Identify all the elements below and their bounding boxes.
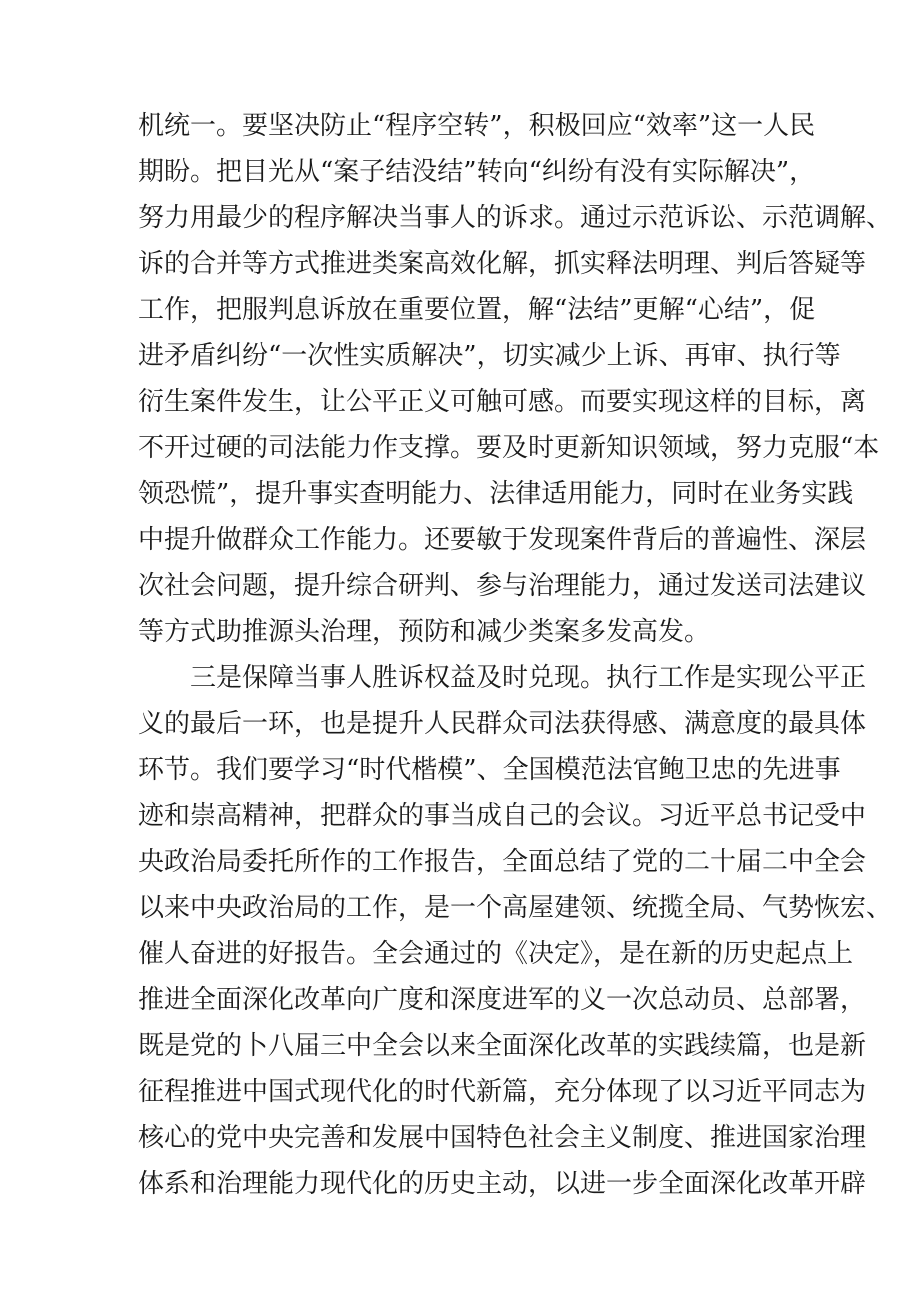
text-line: 不开过硬的司法能力作支撑。要及时更新知识领域，努力克服“本 [138,433,880,463]
text-line: 次社会问题，提升综合研判、参与治理能力，通过发送司法建议 [138,571,867,601]
paragraph-1 [138,103,893,655]
text-line: 环节。我们要学习“时代楷模”、全国模范法官鲍卫忠的先进事 [138,755,841,785]
text-line: 努力用最少的程序解决当事人的诉求。通过示范诉讼、示范调解、 [138,203,893,233]
text-line: 征程推进中国式现代化的时代新篇，充分体现了以习近平同志为 [138,1077,867,1107]
text-line: 衍生案件发生，让公平正义可触可感。而要实现这样的目标，离 [138,387,867,417]
text-line: 央政治局委托所作的工作报告，全面总结了党的二十届二中全会 [138,847,867,877]
text-line: 等方式助推源头治理，预防和减少类案多发高发。 [138,617,711,647]
text-line: 工作，把服判息诉放在重要位置，解“法结”更解“心结”，促 [138,295,816,325]
text-line: 义的最后一环，也是提升人民群众司法获得感、满意度的最具体 [138,709,867,739]
text-line: 机统一。要坚决防止“程序空转”，积极回应“效率”这一人民 [138,111,816,141]
text-line: 诉的合并等方式推进类案高效化解，抓实释法明理、判后答疑等 [138,249,867,279]
text-line: 推进全面深化改革向广度和深度进军的义一次总动员、总部署， [138,985,867,1015]
paragraph-2 [138,655,893,1207]
text-line: 迹和崇高精神，把群众的事当成自己的会议。习近平总书记受中 [138,801,867,831]
text-line: 核心的党中央完善和发展中国特色社会主义制度、推进国家治理 [138,1123,867,1153]
text-line: 既是党的卜八届三中全会以来全面深化改革的实践续篇，也是新 [138,1031,867,1061]
text-line: 以来中央政治局的工作，是一个高屋建领、统揽全局、气势恢宏、 [138,893,893,923]
text-line: 中提升做群众工作能力。还要敏于发现案件背后的普遍性、深层 [138,525,867,555]
text-line: 体系和治理能力现代化的历史主动，以进一步全面深化改革开辟 [138,1169,867,1199]
text-line: 领恐慌”，提升事实查明能力、法律适用能力，同时在业务实践 [138,479,854,509]
text-line: 催人奋进的好报告。全会通过的《决定》，是在新的历史起点上 [138,939,854,969]
document-body [138,103,893,1207]
text-line: 期盼。把目光从“案子结没结”转向“纠纷有没有实际解决”， [138,157,816,187]
text-line: 进矛盾纠纷“一次性实质解决”，切实减少上诉、再审、执行等 [138,341,841,371]
text-line: 三是保障当事人胜诉权益及时兑现。执行工作是实现公平正 [190,663,867,693]
